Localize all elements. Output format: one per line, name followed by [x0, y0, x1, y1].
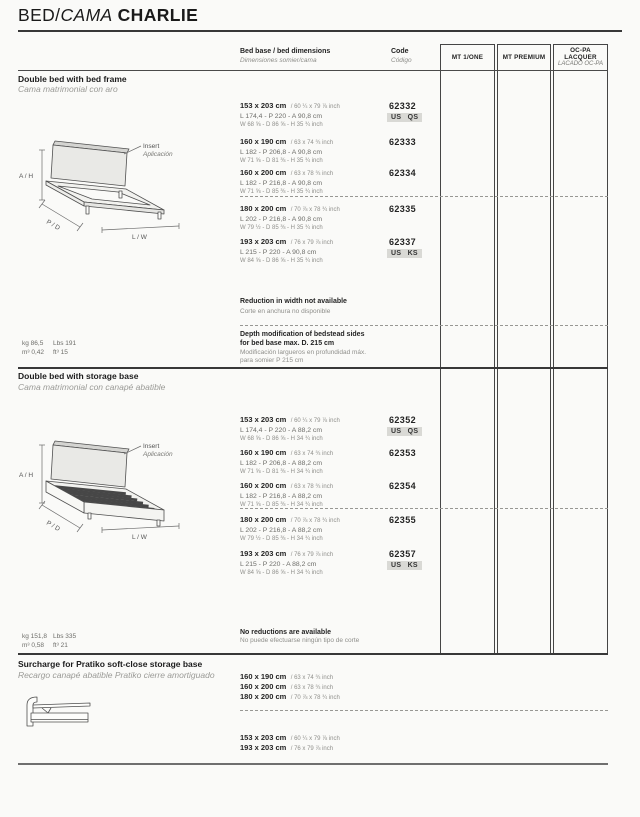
section-divider — [18, 653, 608, 655]
dim-cm: 160 x 190 cm — [240, 137, 287, 146]
us-size-badge: US KS — [387, 249, 422, 258]
note-reduction-es: Corte en anchura no disponible — [240, 308, 331, 315]
dim-metric: L 182 - P 216,8 - A 90,8 cm — [240, 180, 322, 187]
dim-row — [240, 135, 608, 165]
dim-cm: 180 x 200 cm — [240, 204, 287, 213]
note-separator-dashed — [240, 325, 608, 326]
dim-cm: 160 x 190 cm — [240, 448, 287, 457]
col-label-mt-one: MT 1/ONE — [451, 54, 484, 61]
dim-metric: L 202 - P 216,8 - A 90,8 cm — [240, 216, 322, 223]
dim-inch: / 76 x 79 ⅞ inch — [290, 552, 334, 558]
dim-imperial: W 71 ⅝ - D 85 ⅜ - H 34 ¾ inch — [240, 502, 323, 508]
row-separator-dashed — [240, 508, 608, 509]
header-dimensions-es: Dimensiones somier/cama — [240, 57, 317, 64]
header-rule — [18, 70, 608, 71]
header-dimensions-en: Bed base / bed dimensions — [240, 48, 331, 55]
dim-metric: L 215 - P 220 - A 90,8 cm — [240, 249, 317, 256]
note-reduction-en: Reduction in width not available — [240, 298, 347, 305]
insert-label-es: Aplicación — [143, 451, 173, 458]
note-depth-en-line2: for bed base max. D. 215 cm — [240, 340, 335, 347]
volume-ft3: ft³ 21 — [53, 642, 68, 649]
product-code: 62333 — [389, 137, 417, 147]
dim-row — [240, 446, 608, 476]
width-dim-label: L / W — [132, 534, 147, 541]
insert-label-es: Aplicación — [143, 151, 173, 158]
dim-cm: 180 x 200 cm — [240, 515, 287, 524]
dim-inch: / 63 x 74 ¾ inch — [290, 140, 334, 146]
dim-imperial: W 84 ⅝ - D 86 ⅝ - H 34 ¾ inch — [240, 570, 323, 576]
section2-heading-en: Double bed with storage base — [18, 371, 139, 381]
bottom-rule — [18, 763, 608, 765]
section1-heading-en: Double bed with bed frame — [18, 74, 127, 84]
dim-metric: L 174,4 - P 220 - A 90,8 cm — [240, 113, 322, 120]
dim-row — [240, 547, 608, 577]
dim-cm: 160 x 200 cm — [240, 682, 287, 691]
height-dim-label: A / H — [19, 173, 34, 180]
title-prefix: BED/ — [18, 5, 61, 25]
dim-cm: 153 x 203 cm — [240, 415, 287, 424]
dim-row — [240, 202, 608, 232]
insert-label-en: Insert — [143, 443, 160, 450]
dim-imperial: W 71 ⅝ - D 81 ⅜ - H 35 ¾ inch — [240, 158, 323, 164]
dim-cm: 160 x 200 cm — [240, 481, 287, 490]
dim-cm: 153 x 203 cm — [240, 733, 287, 742]
dim-inch: / 63 x 78 ¾ inch — [290, 171, 334, 177]
dim-inch: / 60 ¼ x 79 ⅞ inch — [290, 736, 340, 742]
us-size-badge: US KS — [387, 561, 422, 570]
weight-row — [22, 340, 76, 347]
header-code-en: Code — [391, 48, 409, 55]
dim-inch: / 60 ¼ x 79 ⅞ inch — [290, 104, 340, 110]
depth-dim-label: P / D — [45, 218, 61, 232]
volume-m3: m³ 0,42 — [22, 349, 45, 356]
dim-row — [240, 235, 608, 265]
depth-dim-label: P / D — [45, 519, 61, 533]
surcharge-separator-dashed — [240, 710, 608, 711]
header-code-es: Código — [391, 57, 412, 64]
volume-ft3: ft³ 15 — [53, 349, 68, 356]
dim-inch: / 76 x 79 ⅞ inch — [290, 240, 334, 246]
insert-label-en: Insert — [143, 143, 160, 150]
volume-row — [22, 349, 68, 356]
weight-row — [22, 633, 76, 640]
note-depth-es-line2: para somier P 215 cm — [240, 357, 304, 364]
width-dim-label: L / W — [132, 234, 147, 241]
dim-inch: / 76 x 79 ⅞ inch — [290, 746, 334, 752]
dim-imperial: W 71 ⅝ - D 85 ⅜ - H 35 ¾ inch — [240, 189, 323, 195]
dim-inch: / 60 ¼ x 79 ⅞ inch — [290, 418, 340, 424]
note-depth-en-line1: Depth modification of bedstead sides — [240, 331, 365, 338]
note-no-reductions-es: No puede efectuarse ningún tipo de corte — [240, 637, 360, 644]
dim-imperial: W 84 ⅝ - D 86 ⅝ - H 35 ¾ inch — [240, 258, 323, 264]
product-code: 62332 — [389, 101, 417, 111]
col-sublabel-ocpa: LACADO OC-PA — [558, 61, 603, 67]
page-title — [18, 5, 198, 26]
dim-imperial: W 71 ⅝ - D 81 ⅜ - H 34 ¾ inch — [240, 469, 323, 475]
dim-inch: / 63 x 74 ¾ inch — [290, 451, 334, 457]
dim-metric: L 182 - P 206,8 - A 90,8 cm — [240, 149, 322, 156]
dim-imperial: W 79 ½ - D 85 ⅜ - H 34 ¾ inch — [240, 536, 323, 542]
dim-row — [240, 413, 608, 443]
note-no-reductions-en: No reductions are available — [240, 629, 332, 636]
dim-inch: / 63 x 78 ¾ inch — [290, 685, 334, 691]
product-code: 62354 — [389, 481, 417, 491]
dim-inch: / 70 ⅞ x 78 ¾ inch — [290, 207, 340, 213]
dim-cm: 153 x 203 cm — [240, 101, 287, 110]
surcharge-dim — [240, 690, 340, 703]
dim-inch: / 70 ⅞ x 78 ¾ inch — [290, 518, 340, 524]
product-code: 62337 — [389, 237, 417, 247]
dim-inch: / 63 x 74 ¾ inch — [290, 675, 334, 681]
dim-row — [240, 513, 608, 543]
dim-row — [240, 166, 608, 196]
title-product-name: CHARLIE — [117, 5, 199, 25]
dim-imperial: W 79 ½ - D 85 ⅜ - H 35 ¾ inch — [240, 225, 323, 231]
title-italic: CAMA — [60, 5, 113, 25]
weight-kg: kg 86,5 — [22, 340, 44, 347]
storage-bed-side-icon — [15, 692, 105, 732]
dim-metric: L 182 - P 216,8 - A 88,2 cm — [240, 493, 322, 500]
dim-metric: L 182 - P 206,8 - A 88,2 cm — [240, 460, 322, 467]
dim-cm: 180 x 200 cm — [240, 692, 287, 701]
product-code: 62357 — [389, 549, 417, 559]
dim-imperial: W 68 ⅝ - D 86 ⅝ - H 35 ¾ inch — [240, 122, 323, 128]
volume-m3: m³ 0,58 — [22, 642, 45, 649]
weight-kg: kg 151,8 — [22, 633, 47, 640]
storage-bed-drawing — [15, 417, 230, 554]
section2-heading-es: Cama matrimonial con canapé abatible — [18, 382, 166, 392]
dim-metric: L 215 - P 220 - A 88,2 cm — [240, 561, 317, 568]
product-code: 62335 — [389, 204, 417, 214]
dim-cm: 160 x 190 cm — [240, 672, 287, 681]
dim-cm: 193 x 203 cm — [240, 237, 287, 246]
dim-row — [240, 99, 608, 129]
note-depth-es-line1: Modificación largueros en profundidad máx. — [240, 349, 367, 356]
surcharge-heading-es: Recargo canapé abatible Pratiko cierre amortiguado — [18, 670, 215, 680]
us-size-badge: US QS — [387, 113, 422, 122]
dim-imperial: W 68 ⅝ - D 86 ⅝ - H 34 ¾ inch — [240, 436, 323, 442]
dim-cm: 193 x 203 cm — [240, 549, 287, 558]
weight-lbs: Lbs 191 — [53, 340, 77, 347]
product-code: 62355 — [389, 515, 417, 525]
us-size-badge: US QS — [387, 427, 422, 436]
dim-cm: 160 x 200 cm — [240, 168, 287, 177]
dim-cm: 193 x 203 cm — [240, 743, 287, 752]
dim-metric: L 202 - P 216,8 - A 88,2 cm — [240, 527, 322, 534]
volume-row — [22, 642, 68, 649]
section-divider — [18, 367, 608, 369]
product-code: 62353 — [389, 448, 417, 458]
product-code: 62352 — [389, 415, 417, 425]
surcharge-heading-en: Surcharge for Pratiko soft-close storage base — [18, 659, 203, 669]
section1-heading-es: Cama matrimonial con aro — [18, 84, 118, 94]
weight-lbs: Lbs 335 — [53, 633, 77, 640]
dim-inch: / 70 ⅞ x 78 ¾ inch — [290, 695, 340, 701]
dim-inch: / 63 x 78 ¾ inch — [290, 484, 334, 490]
dim-metric: L 174,4 - P 220 - A 88,2 cm — [240, 427, 322, 434]
bed-frame-drawing — [15, 128, 230, 250]
row-separator-dashed — [240, 196, 608, 197]
dim-row — [240, 479, 608, 509]
height-dim-label: A / H — [19, 472, 34, 479]
surcharge-dim — [240, 741, 333, 754]
col-label-mt-premium: MT PREMIUM — [502, 54, 546, 61]
title-rule — [18, 30, 622, 32]
product-code: 62334 — [389, 168, 417, 178]
col-label-ocpa: OC-PA LACQUER — [564, 47, 597, 61]
